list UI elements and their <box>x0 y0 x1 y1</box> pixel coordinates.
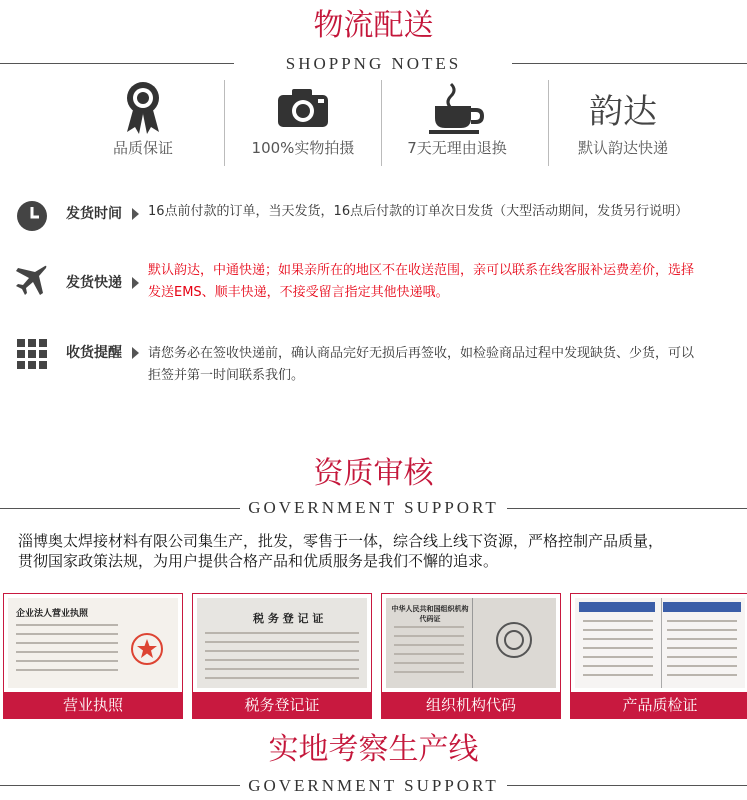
clock-icon <box>14 198 50 234</box>
cert-image <box>575 598 745 688</box>
row-text-alert: 默认韵达，中通快递；如果亲所在的地区不在收送范围，亲可以联系在线客服补运费差价，选择 发送EMS、顺丰快递，不接受留言指定其他快递哦。 <box>148 263 695 300</box>
feature-yunda <box>558 78 688 170</box>
divider-right <box>507 508 747 509</box>
info-row-receipt <box>0 334 747 386</box>
row-label: 发货快递 <box>66 275 122 291</box>
section-title-factory: 实地考察生产线 <box>268 732 479 767</box>
cert-caption: 税务登记证 <box>193 692 371 718</box>
camera-icon <box>238 78 368 138</box>
feature-label: 7天无理由退换 <box>407 139 507 157</box>
cert-caption: 营业执照 <box>4 692 182 718</box>
coffee-cup-icon <box>392 78 522 138</box>
feature-label: 默认韵达快递 <box>577 139 668 157</box>
arrow-right-icon <box>132 208 139 220</box>
section-title-logistics: 物流配送 <box>313 8 434 43</box>
award-ribbon-icon <box>78 78 208 138</box>
arrow-right-icon <box>132 347 139 359</box>
cert-business-license <box>3 593 183 719</box>
cert-caption: 组织机构代码 <box>382 692 560 718</box>
feature-quality <box>78 78 208 170</box>
cert-organization-code <box>381 593 561 719</box>
emblem-icon <box>494 620 534 660</box>
company-intro: 淄博奥太焊接材料有限公司集生产，批发，零售于一体，综合线上线下资源，严格控制产品质量， 贯彻国家政策法规，为用户提供合格产品和优质服务是我们不懈的追求。 <box>18 532 664 570</box>
feature-label: 品质保证 <box>112 139 173 157</box>
section-subtitle-factory: GOVERNMENT SUPPORT <box>248 776 499 795</box>
cert-image: 中华人民共和国组织机构代码证 <box>386 598 556 688</box>
info-row-courier <box>0 258 747 308</box>
divider-right <box>507 785 747 786</box>
feature-real-photo <box>238 78 368 170</box>
feature-separator <box>224 80 225 166</box>
yunda-text-logo: 韵达 <box>589 91 657 132</box>
feature-return <box>392 78 522 170</box>
grid-icon <box>14 336 50 372</box>
section-subtitle-logistics: SHOPPNG NOTES <box>285 54 462 73</box>
cert-product-inspection <box>570 593 747 719</box>
red-seal-icon <box>130 632 164 666</box>
row-label: 发货时间 <box>66 206 122 222</box>
cert-image: 税 务 登 记 证 <box>197 598 367 688</box>
section-subtitle-qualification: GOVERNMENT SUPPORT <box>248 498 499 517</box>
cert-tax-registration <box>192 593 372 719</box>
row-text: 请您务必在签收快递前，确认商品完好无损后再签收，如检验商品过程中发现缺货、少货，可以 拒签并第一时间联系我们。 <box>148 346 695 383</box>
row-text: 16点前付款的订单，当天发货，16点后付款的订单次日发货（大型活动期间，发货另行说明） <box>148 204 689 219</box>
airplane-icon <box>14 262 50 298</box>
cert-caption: 产品质检证 <box>571 692 747 718</box>
feature-separator <box>381 80 382 166</box>
feature-separator <box>548 80 549 166</box>
row-label: 收货提醒 <box>66 345 122 361</box>
cert-image: 企业法人营业执照 <box>8 598 178 688</box>
section-title-qualification: 资质审核 <box>313 456 434 491</box>
divider-right <box>512 63 747 64</box>
feature-label: 100%实物拍摄 <box>251 139 355 157</box>
info-row-ship-time <box>0 196 747 236</box>
arrow-right-icon <box>132 277 139 289</box>
